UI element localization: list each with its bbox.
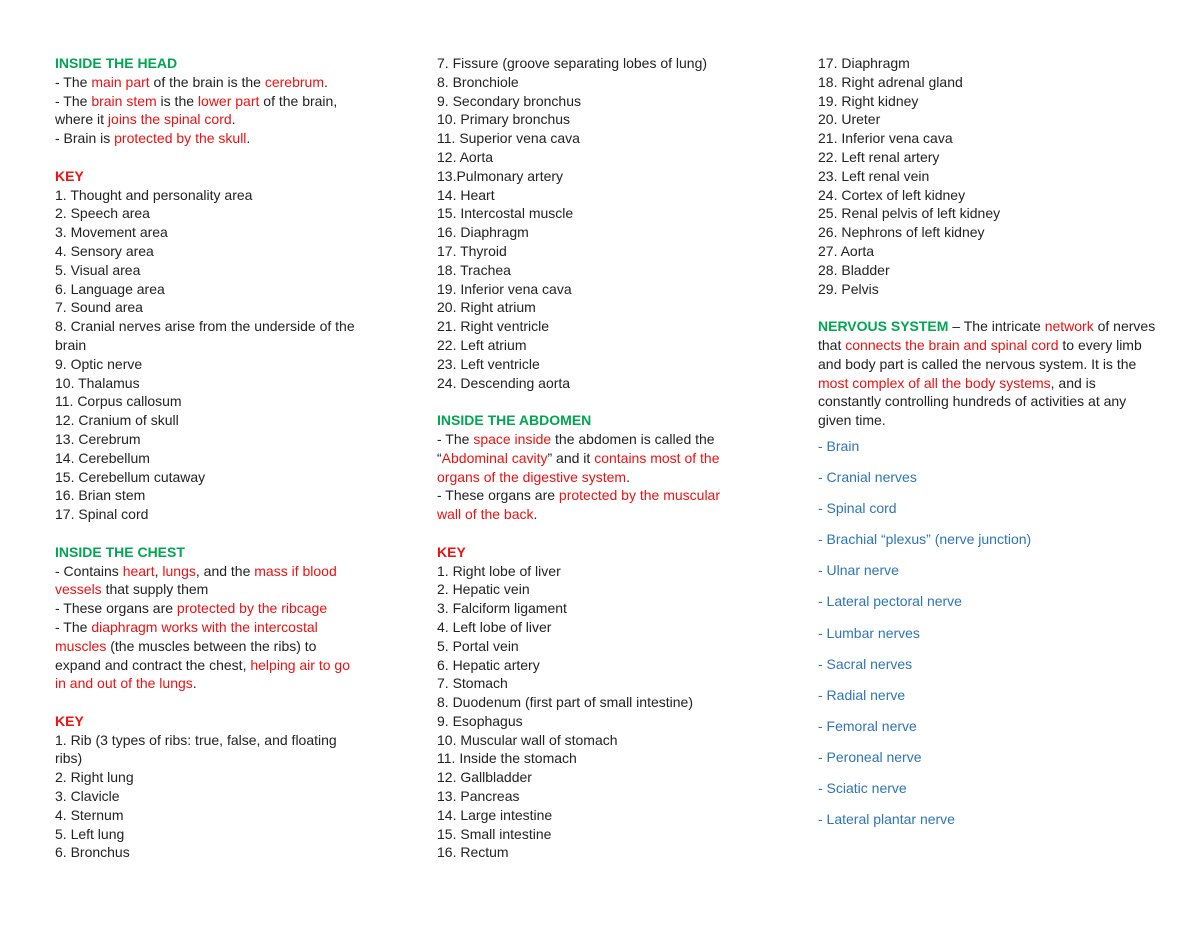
key-item: 15. Small intestine <box>437 825 552 842</box>
highlight-text: brain stem <box>91 92 157 109</box>
highlight-text: joins the spinal cord <box>107 111 232 128</box>
text-line <box>55 129 400 148</box>
key-item: 2. Hepatic vein <box>437 581 530 598</box>
key-item: 15. Intercostal muscle <box>437 205 574 222</box>
key-item: 19. Inferior vena cava <box>437 280 572 297</box>
highlight-text: network <box>1044 318 1094 335</box>
abdomen-key-label: KEY <box>437 543 466 560</box>
text-line <box>55 580 400 599</box>
abdomen-key-list-continued <box>818 54 1158 298</box>
text-segment: the abdomen is called the <box>551 430 715 447</box>
text-line <box>55 92 400 111</box>
nerve-list-item: - Ulnar nerve <box>818 562 899 579</box>
section-title-inline: NERVOUS SYSTEM <box>818 318 949 335</box>
text-segment: . <box>192 675 197 692</box>
key-item: 22. Left renal artery <box>818 148 940 165</box>
highlight-text: lungs <box>162 562 196 579</box>
nerve-list-item: - Sciatic nerve <box>818 779 907 796</box>
key-item: 19. Right kidney <box>818 92 919 109</box>
highlight-text: Abdominal cavity <box>441 449 548 466</box>
key-item: 14. Large intestine <box>437 806 553 823</box>
chest-section-title: INSIDE THE CHEST <box>55 543 185 560</box>
key-item: 3. Falciform ligament <box>437 600 567 617</box>
text-segment: where it <box>55 111 108 128</box>
nerve-list-item: - Brain <box>818 437 860 454</box>
text-line <box>55 618 400 637</box>
nerve-list-item: - Femoral nerve <box>818 717 917 734</box>
head-key-label: KEY <box>55 167 84 184</box>
text-segment: . <box>626 468 630 485</box>
text-segment: - Contains <box>55 562 123 579</box>
nerve-list-item: - Sacral nerves <box>818 655 913 672</box>
key-item: 25. Renal pelvis of left kidney <box>818 205 1001 222</box>
key-item: 4. Sensory area <box>55 242 154 259</box>
nerve-list-item: - Lumbar nerves <box>818 624 920 641</box>
text-segment: - The <box>55 73 92 90</box>
text-segment: “ <box>437 449 442 466</box>
key-item: 13. Cerebrum <box>55 430 141 447</box>
text-segment: , and the <box>195 562 255 579</box>
text-segment: that supply them <box>101 581 209 598</box>
text-segment: (the muscles between the ribs) to <box>106 637 317 654</box>
key-item: 5. Visual area <box>55 261 141 278</box>
key-item: 14. Heart <box>437 186 495 203</box>
key-item: 28. Bladder <box>818 261 890 278</box>
text-line <box>437 430 782 449</box>
nervous-system-paragraph <box>818 317 1158 430</box>
head-description <box>55 73 400 148</box>
text-segment: . <box>231 111 236 128</box>
text-segment: is the <box>156 92 198 109</box>
key-item: 4. Sternum <box>55 806 124 823</box>
key-item: 18. Trachea <box>437 261 511 278</box>
key-item: 15. Cerebellum cutaway <box>55 468 206 485</box>
key-item: 5. Left lung <box>55 825 125 842</box>
text-segment: - These organs are <box>437 487 559 504</box>
highlight-text: protected by the muscular <box>558 487 721 504</box>
nerve-list-item: - Lateral plantar nerve <box>818 811 955 828</box>
chest-description <box>55 562 400 694</box>
highlight-text: wall of the back <box>437 506 534 523</box>
key-item: 16. Brian stem <box>55 487 146 504</box>
key-item: 29. Pelvis <box>818 280 879 297</box>
text-segment: . <box>246 130 251 147</box>
highlight-text: muscles <box>55 637 107 654</box>
key-item: 17. Spinal cord <box>55 506 149 523</box>
highlight-text: protected by the skull <box>114 130 247 147</box>
head-section-title: INSIDE THE HEAD <box>55 55 178 71</box>
text-segment: - Brain is <box>55 130 115 147</box>
text-line <box>55 73 400 92</box>
text-segment: ” and it <box>547 449 595 466</box>
key-item: 2. Right lung <box>55 769 134 786</box>
chest-key-list-continued <box>437 54 782 392</box>
nerve-list-item: - Brachial “plexus” (nerve junction) <box>818 531 1032 548</box>
highlight-text: contains most of the <box>594 449 720 466</box>
key-item: 24. Cortex of left kidney <box>818 186 966 203</box>
text-line <box>55 656 400 675</box>
highlight-text: diaphragm works with the intercostal <box>91 618 318 635</box>
highlight-text: organs of the digestive system <box>437 468 627 485</box>
head-key-list <box>55 186 400 524</box>
key-item: 6. Language area <box>55 280 165 297</box>
key-item: 9. Secondary bronchus <box>437 92 581 109</box>
nerve-list-item: - Peroneal nerve <box>818 748 922 765</box>
key-item: 1. Right lobe of liver <box>437 562 561 579</box>
key-item: 8. Cranial nerves arise from the underside of the <box>55 318 355 335</box>
text-segment: of the brain, <box>259 92 338 109</box>
text-line <box>437 449 782 468</box>
key-item: 8. Bronchiole <box>437 73 519 90</box>
key-item: 11. Superior vena cava <box>437 130 580 147</box>
key-item: 17. Diaphragm <box>818 55 910 71</box>
chest-key-label: KEY <box>55 712 84 729</box>
nerve-list-item: - Cranial nerves <box>818 469 917 486</box>
text-segment: – The intricate <box>948 318 1045 335</box>
highlight-text: protected by the ribcage <box>176 600 328 617</box>
column-2 <box>437 54 782 862</box>
key-item: 21. Inferior vena cava <box>818 130 953 147</box>
key-item: 17. Thyroid <box>437 242 507 259</box>
key-item: 13.Pulmonary artery <box>437 167 564 184</box>
highlight-text: vessels <box>55 581 102 598</box>
text-line <box>55 562 400 581</box>
key-item: 12. Aorta <box>437 148 494 165</box>
highlight-text: most complex of all the body systems <box>818 374 1051 391</box>
key-item: 20. Ureter <box>818 111 881 128</box>
key-item: 16. Rectum <box>437 844 509 861</box>
key-item: 5. Portal vein <box>437 637 519 654</box>
key-item: 14. Cerebellum <box>55 449 150 466</box>
text-line <box>55 674 400 693</box>
highlight-text: heart <box>122 562 155 579</box>
key-item: 20. Right atrium <box>437 299 536 316</box>
highlight-text: connects the brain and spinal cord <box>845 336 1059 353</box>
text-segment: , <box>154 562 163 579</box>
text-segment: - The <box>437 430 474 447</box>
text-segment: - These organs are <box>55 600 177 617</box>
key-item: 2. Speech area <box>55 205 150 222</box>
key-item: brain <box>55 336 87 353</box>
key-item: 10. Thalamus <box>55 374 140 391</box>
key-item: 6. Bronchus <box>55 844 130 861</box>
key-item: ribs) <box>55 750 83 767</box>
key-item: 1. Thought and personality area <box>55 186 253 203</box>
key-item: 3. Clavicle <box>55 788 120 805</box>
text-line <box>55 599 400 618</box>
key-item: 23. Left renal vein <box>818 167 930 184</box>
nerve-list <box>818 437 1158 829</box>
text-line <box>437 468 782 487</box>
highlight-text: lower part <box>197 92 260 109</box>
key-item: 10. Primary bronchus <box>437 111 571 128</box>
key-item: 9. Esophagus <box>437 712 523 729</box>
key-item: 22. Left atrium <box>437 336 527 353</box>
column-3 <box>818 54 1158 841</box>
key-item: 26. Nephrons of left kidney <box>818 224 985 241</box>
highlight-text: in and out of the lungs <box>55 675 193 692</box>
key-item: 7. Fissure (groove separating lobes of lung) <box>437 55 708 71</box>
text-segment: of nerves that <box>818 318 1156 353</box>
key-item: 16. Diaphragm <box>437 224 529 241</box>
abdomen-section-title: INSIDE THE ABDOMEN <box>437 412 592 429</box>
highlight-text: cerebrum <box>264 73 324 90</box>
key-item: 1. Rib (3 types of ribs: true, false, and floating <box>55 731 337 748</box>
key-item: 18. Right adrenal gland <box>818 73 963 90</box>
key-item: 7. Stomach <box>437 675 508 692</box>
key-item: 3. Movement area <box>55 224 168 241</box>
nerve-list-item: - Radial nerve <box>818 686 906 703</box>
text-segment: . <box>324 73 328 90</box>
highlight-text: main part <box>91 73 150 90</box>
key-item: 8. Duodenum (first part of small intestine) <box>437 694 693 711</box>
nerve-list-item: - Lateral pectoral nerve <box>818 593 962 610</box>
text-segment: to every limb and body part is called the nervous system. It is the <box>818 336 1142 372</box>
key-item: 10. Muscular wall of stomach <box>437 731 618 748</box>
text-segment: of the brain is the <box>149 73 265 90</box>
key-item: 7. Sound area <box>55 299 143 316</box>
abdomen-description <box>437 430 782 524</box>
chest-key-list <box>55 731 400 863</box>
key-item: 12. Cranium of skull <box>55 412 179 429</box>
key-item: 9. Optic nerve <box>55 355 143 372</box>
text-segment: expand and contract the chest, <box>55 656 251 673</box>
text-segment: - The <box>55 618 92 635</box>
key-item: 11. Corpus callosum <box>55 393 182 410</box>
text-segment: , and is constantly controlling hundreds of activities at any given time. <box>818 374 1127 429</box>
highlight-text: space inside <box>473 430 552 447</box>
key-item: 12. Gallbladder <box>437 769 532 786</box>
key-item: 6. Hepatic artery <box>437 656 540 673</box>
key-item: 23. Left ventricle <box>437 355 540 372</box>
nerve-list-item: - Spinal cord <box>818 500 897 517</box>
key-item: 4. Left lobe of liver <box>437 618 552 635</box>
text-line <box>437 505 782 524</box>
highlight-text: helping air to go <box>250 656 350 673</box>
text-segment: - The <box>55 92 92 109</box>
abdomen-key-list <box>437 562 782 863</box>
key-item: 27. Aorta <box>818 242 875 259</box>
text-line <box>55 110 400 129</box>
column-1 <box>55 54 400 862</box>
highlight-text: mass if blood <box>254 562 337 579</box>
key-item: 13. Pancreas <box>437 788 520 805</box>
text-line <box>55 637 400 656</box>
text-segment: . <box>533 506 538 523</box>
text-line <box>437 486 782 505</box>
key-item: 11. Inside the stomach <box>437 750 577 767</box>
key-item: 21. Right ventricle <box>437 318 550 335</box>
key-item: 24. Descending aorta <box>437 374 571 391</box>
